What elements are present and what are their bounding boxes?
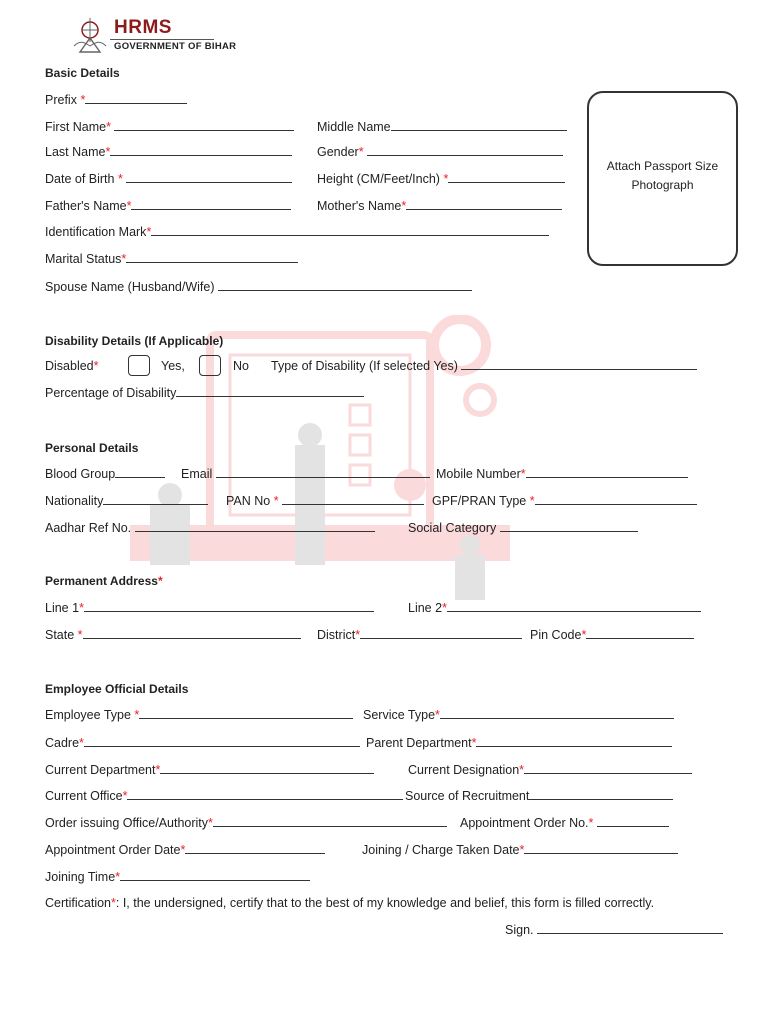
required-marker: *: [117, 172, 123, 186]
disabled-yes-checkbox[interactable]: [128, 355, 150, 376]
required-marker: *: [80, 93, 86, 107]
cadre-input-line[interactable]: [84, 736, 360, 747]
disability-type-field[interactable]: [271, 359, 697, 373]
mother-name-field[interactable]: [317, 199, 562, 213]
service-type-input-line[interactable]: [440, 708, 674, 719]
hrms-logo: [68, 14, 237, 58]
dob-input-line[interactable]: [126, 172, 292, 183]
required-marker: *: [442, 601, 447, 615]
disability-heading: Disability Details (If Applicable): [45, 334, 224, 348]
source-of-recruitment-input-line[interactable]: [529, 789, 673, 800]
identification-mark-input-line[interactable]: [151, 225, 549, 236]
last-name-label: Last Name: [45, 145, 106, 159]
required-marker: *: [105, 145, 111, 159]
marital-status-field[interactable]: [45, 252, 298, 266]
identification-mark-field[interactable]: [45, 225, 549, 239]
appointment-order-date-input-line[interactable]: [185, 843, 325, 854]
blood-group-input-line[interactable]: [115, 467, 165, 478]
gpf-pran-label: GPF/PRAN Type: [432, 494, 527, 508]
appointment-order-no-input-line[interactable]: [597, 816, 669, 827]
passport-photo-box[interactable]: [587, 91, 738, 266]
current-designation-input-line[interactable]: [524, 763, 692, 774]
mobile-number-label: Mobile Number: [436, 467, 521, 481]
required-marker: *: [79, 736, 84, 750]
current-office-input-line[interactable]: [127, 789, 403, 800]
required-marker: *: [121, 252, 127, 266]
disability-type-label: Type of Disability (If selected Yes): [271, 359, 458, 373]
certification-text: : I, the undersigned, certify that to the best of my knowledge and belief, this form is filled correctly.: [115, 896, 655, 910]
order-issuing-authority-input-line[interactable]: [213, 816, 447, 827]
blood-group-field[interactable]: [45, 467, 165, 481]
current-designation-label: Current Designation: [408, 763, 520, 777]
nationality-field[interactable]: [45, 494, 208, 508]
required-marker: *: [443, 172, 449, 186]
spouse-name-field[interactable]: [45, 280, 472, 294]
parent-department-input-line[interactable]: [476, 736, 672, 747]
cadre-label: Cadre: [45, 736, 80, 750]
current-designation-field[interactable]: [408, 763, 692, 777]
pan-label: PAN No: [226, 494, 271, 508]
parent-department-field[interactable]: [366, 736, 672, 750]
gender-field[interactable]: [317, 145, 563, 159]
mother-name-input-line[interactable]: [406, 199, 562, 210]
signature-input-line[interactable]: [537, 923, 723, 934]
disabled-label-group: [45, 359, 99, 373]
middle-name-label: Middle Name: [317, 120, 391, 134]
height-field[interactable]: [317, 172, 565, 186]
appointment-order-no-field[interactable]: [460, 816, 669, 830]
prefix-field[interactable]: [45, 93, 187, 107]
first-name-input-line[interactable]: [114, 120, 294, 131]
joining-charge-date-label: Joining / Charge Taken Date: [362, 843, 520, 857]
nationality-label: Nationality: [45, 494, 104, 508]
logo-subtitle: GOVERNMENT OF BIHAR: [114, 41, 237, 52]
spouse-name-input-line[interactable]: [218, 280, 472, 291]
first-name-label: First Name: [45, 120, 107, 134]
dob-field[interactable]: [45, 172, 292, 186]
required-marker: *: [355, 628, 361, 642]
required-marker: *: [93, 359, 99, 373]
required-marker: *: [115, 870, 121, 884]
marital-status-input-line[interactable]: [126, 252, 298, 263]
joining-charge-date-field[interactable]: [362, 843, 678, 857]
current-office-field[interactable]: [45, 789, 403, 803]
logo-title: HRMS: [114, 17, 172, 38]
source-of-recruitment-label: Source of Recruitment: [405, 789, 530, 803]
disability-type-input-line[interactable]: [461, 359, 697, 370]
required-marker: *: [126, 199, 132, 213]
state-field[interactable]: [45, 628, 301, 642]
joining-time-label: Joining Time: [45, 870, 116, 884]
appointment-order-no-label: Appointment Order No.: [460, 816, 589, 830]
permanent-address-heading-text: Permanent Address: [45, 574, 158, 588]
gpf-pran-input-line[interactable]: [535, 494, 697, 505]
last-name-input-line[interactable]: [110, 145, 292, 156]
cadre-field[interactable]: [45, 736, 360, 750]
district-input-line[interactable]: [360, 628, 522, 639]
marital-status-label: Marital Status: [45, 252, 122, 266]
disabled-no-label: No: [233, 359, 249, 373]
required-marker: *: [208, 816, 213, 830]
current-office-label: Current Office: [45, 789, 123, 803]
blood-group-label: Blood Group: [45, 467, 116, 481]
email-input-line[interactable]: [216, 467, 430, 478]
disabled-label: Disabled: [45, 359, 94, 373]
employee-type-input-line[interactable]: [139, 708, 353, 719]
middle-name-field[interactable]: [317, 120, 567, 134]
order-issuing-authority-field[interactable]: [45, 816, 447, 830]
certification-statement: [45, 896, 654, 910]
required-marker: *: [435, 708, 440, 722]
disabled-no-checkbox[interactable]: [199, 355, 221, 376]
state-label: State: [45, 628, 75, 642]
dob-label: Date of Birth: [45, 172, 115, 186]
pin-code-field[interactable]: [530, 628, 694, 642]
appointment-order-date-field[interactable]: [45, 843, 325, 857]
middle-name-input-line[interactable]: [391, 120, 567, 131]
required-marker: *: [106, 120, 111, 134]
employee-type-label: Employee Type: [45, 708, 131, 722]
pin-code-label: Pin Code: [530, 628, 582, 642]
email-field[interactable]: [181, 467, 430, 481]
required-marker: *: [588, 816, 594, 830]
father-name-input-line[interactable]: [131, 199, 291, 210]
last-name-field[interactable]: [45, 145, 292, 159]
signature-label: Sign.: [505, 923, 534, 937]
logo-divider: [110, 39, 214, 40]
social-category-field[interactable]: [408, 521, 638, 535]
district-field[interactable]: [317, 628, 522, 642]
required-marker: *: [180, 843, 186, 857]
personal-details-heading: Personal Details: [45, 441, 139, 455]
required-marker: *: [157, 574, 163, 588]
nationality-input-line[interactable]: [103, 494, 208, 505]
social-category-input-line[interactable]: [500, 521, 638, 532]
certification-label: Certification: [45, 896, 111, 910]
photo-box-label-2: Photograph: [631, 178, 694, 192]
emblem-icon: [72, 16, 108, 54]
spouse-name-label: Spouse Name (Husband/Wife): [45, 280, 215, 294]
required-marker: *: [358, 145, 364, 159]
address-line1-field[interactable]: [45, 601, 374, 615]
state-input-line[interactable]: [83, 628, 301, 639]
employee-type-field[interactable]: [45, 708, 353, 722]
required-marker: *: [134, 708, 140, 722]
current-department-label: Current Department: [45, 763, 156, 777]
address-line2-field[interactable]: [408, 601, 701, 615]
mother-name-label: Mother's Name: [317, 199, 402, 213]
father-name-label: Father's Name: [45, 199, 127, 213]
current-department-input-line[interactable]: [160, 763, 374, 774]
first-name-field[interactable]: [45, 120, 294, 134]
district-label: District: [317, 628, 356, 642]
pan-field[interactable]: [226, 494, 424, 508]
email-label: Email: [181, 467, 213, 481]
aadhar-label: Aadhar Ref No.: [45, 521, 132, 535]
basic-details-heading: Basic Details: [45, 66, 120, 80]
required-marker: *: [520, 467, 526, 481]
height-input-line[interactable]: [448, 172, 565, 183]
current-department-field[interactable]: [45, 763, 374, 777]
prefix-label: Prefix: [45, 93, 77, 107]
address-line1-label: Line 1: [45, 601, 80, 615]
required-marker: *: [401, 199, 407, 213]
service-type-field[interactable]: [363, 708, 674, 722]
address-line2-label: Line 2: [408, 601, 443, 615]
required-marker: *: [155, 763, 161, 777]
aadhar-field[interactable]: [45, 521, 375, 535]
required-marker: *: [471, 736, 477, 750]
address-line2-input-line[interactable]: [447, 601, 701, 612]
order-issuing-authority-label: Order issuing Office/Authority: [45, 816, 209, 830]
social-category-label: Social Category: [408, 521, 497, 535]
gender-input-line[interactable]: [367, 145, 563, 156]
disabled-yes-label: Yes,: [161, 359, 185, 373]
required-marker: *: [79, 601, 84, 615]
required-marker: *: [581, 628, 587, 642]
mobile-number-field[interactable]: [436, 467, 688, 481]
disability-percentage-input-line[interactable]: [176, 386, 364, 397]
joining-time-field[interactable]: [45, 870, 310, 884]
required-marker: *: [519, 843, 525, 857]
permanent-address-heading: [45, 574, 163, 588]
disability-percentage-field[interactable]: [45, 386, 364, 400]
joining-time-input-line[interactable]: [120, 870, 310, 881]
required-marker: *: [273, 494, 279, 508]
identification-mark-label: Identification Mark: [45, 225, 147, 239]
required-marker: *: [111, 896, 116, 910]
required-marker: *: [122, 789, 128, 803]
aadhar-input-line[interactable]: [135, 521, 375, 532]
signature-field[interactable]: [505, 923, 723, 937]
source-of-recruitment-field[interactable]: [405, 789, 673, 803]
required-marker: *: [146, 225, 152, 239]
pan-input-line[interactable]: [282, 494, 424, 505]
appointment-order-date-label: Appointment Order Date: [45, 843, 181, 857]
required-marker: *: [529, 494, 535, 508]
required-marker: *: [519, 763, 525, 777]
parent-department-label: Parent Department: [366, 736, 472, 750]
photo-box-label-1: Attach Passport Size: [606, 159, 719, 173]
disability-percentage-label: Percentage of Disability: [45, 386, 177, 400]
official-details-heading: Employee Official Details: [45, 682, 189, 696]
required-marker: *: [77, 628, 83, 642]
father-name-field[interactable]: [45, 199, 291, 213]
height-label: Height (CM/Feet/Inch): [317, 172, 440, 186]
mobile-number-input-line[interactable]: [526, 467, 688, 478]
gpf-pran-field[interactable]: [432, 494, 697, 508]
service-type-label: Service Type: [363, 708, 436, 722]
joining-charge-date-input-line[interactable]: [524, 843, 678, 854]
gender-label: Gender: [317, 145, 359, 159]
address-line1-input-line[interactable]: [84, 601, 374, 612]
pin-code-input-line[interactable]: [586, 628, 694, 639]
prefix-input-line[interactable]: [85, 93, 187, 104]
